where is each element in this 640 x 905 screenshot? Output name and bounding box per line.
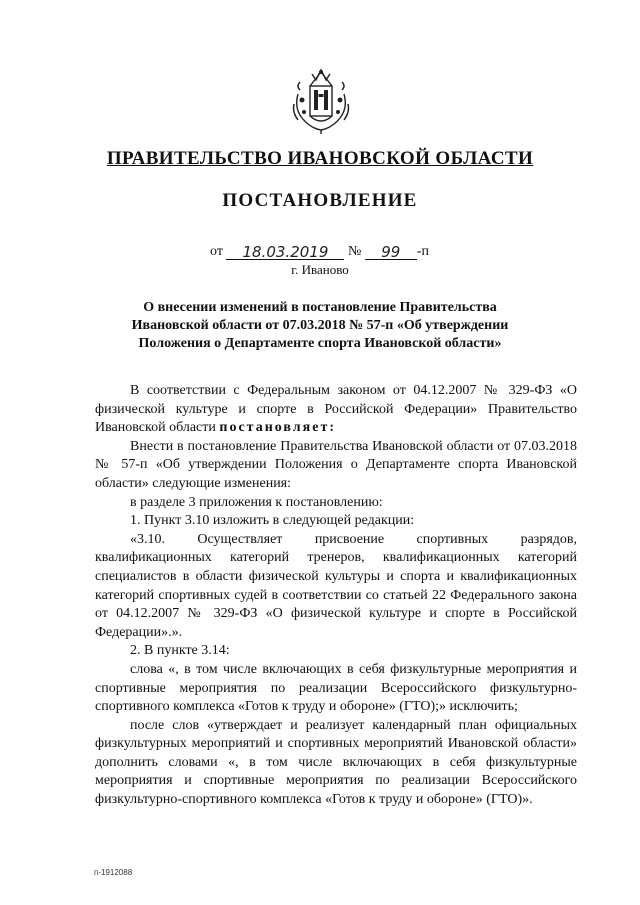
document-type: ПОСТАНОВЛЕНИЕ (222, 190, 418, 211)
paragraph-preamble (95, 382, 577, 438)
paragraph-section: в разделе 3 приложения к постановлению: (130, 494, 383, 510)
heading-line-1: О внесении изменений в постановление Правительства (143, 300, 497, 315)
number-value: 99 (381, 243, 401, 261)
paragraph-words-removed: слова «, в том числе включающих в себя физкультурные мероприятия и спортивные мероприятия по реализации Всероссийского физкультурно-спортивного комплекса «Готов к труду и обороне» (ГТО);» исключить; (95, 661, 577, 715)
paragraph-words-added: после слов «утверждает и реализует календарный план официальных физкультурных мероприятий и спортивных мероприятий Ивановской области» дополнить словами «, в том числе включающих в себя физкультурные мероприятия и спортивные мероприятия по реализации Всероссийского физкультурно-спортивного комплекса «Готов к труду и обороне» (ГТО)». (95, 717, 577, 808)
paragraph-item-3-10: «3.10. Осуществляет присвоение спортивных разрядов, квалификационных категорий тренеров, квалификационных категорий специалистов в области физической культуры и спорта и квалификационных категорий спортивных судей в соответствии со статьей 22 Федерального закона от 04.12.2007 № 329-ФЗ «О физической культуре и спорте в Российской Федерации».». (95, 531, 577, 640)
coat-of-arms-emblem (290, 64, 352, 136)
footer-code: п-1912088 (94, 868, 133, 877)
date-number-line (210, 243, 429, 260)
paragraph-item-2: 2. В пункте 3.14: (130, 643, 230, 659)
government-title: ПРАВИТЕЛЬСТВО ИВАНОВСКОЙ ОБЛАСТИ (106, 148, 534, 169)
preamble-text: В соответствии с Федеральным законом от 04.12.2007 № 329-ФЗ «О физической культуре и спорте в Российской Федерации» Правительство Ивановской области (95, 383, 577, 436)
number-prefix: № (347, 244, 362, 259)
date-value: 18.03.2019 (242, 243, 329, 261)
document-body (95, 382, 577, 810)
paragraph-item-1: 1. Пункт 3.10 изложить в следующей редакции: (130, 513, 415, 529)
decree-word: постановляет: (219, 420, 336, 436)
number-field (365, 243, 417, 260)
date-prefix: от (210, 244, 223, 259)
heading-line-2: Ивановской области от 07.03.2018 № 57-п «Об утверждении (131, 318, 509, 333)
number-suffix: -п (416, 244, 429, 259)
date-field (226, 243, 344, 260)
document-heading (100, 299, 540, 353)
paragraph-amend: Внести в постановление Правительства Ивановской области от 07.03.2018 № 57-п «Об утверждении Положения о Департаменте спорта Ивановской области» следующие изменения: (95, 438, 577, 491)
heading-line-3: Положения о Департаменте спорта Ивановской области» (138, 336, 502, 351)
city: г. Иваново (291, 262, 349, 277)
